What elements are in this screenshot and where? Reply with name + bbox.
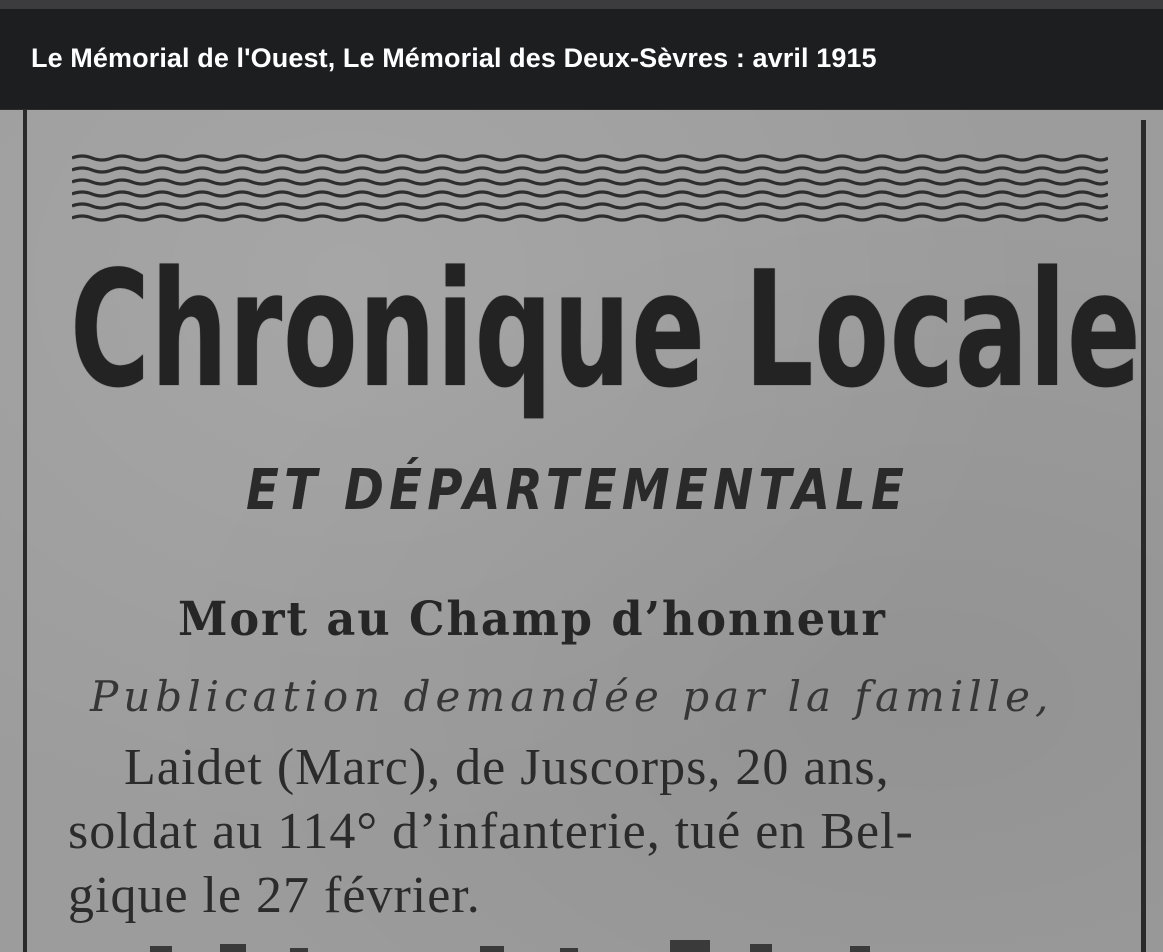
- column-rule-left: [23, 110, 27, 952]
- title-bar: [0, 9, 1163, 110]
- window-top-strip: [0, 0, 1163, 9]
- document-title: Le Mémorial de l'Ouest, Le Mémorial des Deux-Sèvres : avril 1915: [31, 43, 877, 73]
- headline: Chronique Locale: [70, 236, 1142, 423]
- cropped-next-line-fragment: [150, 940, 1050, 952]
- subheadline: ET DÉPARTEMENTALE: [246, 458, 910, 523]
- ornamental-wavy-rule: [72, 150, 1108, 230]
- newspaper-scan[interactable]: [0, 110, 1163, 952]
- article-line: gique le 27 février.: [68, 867, 481, 924]
- publication-note: Publication demandée par la famille,: [90, 672, 1054, 721]
- column-rule-right: [1141, 120, 1146, 952]
- section-title: Mort au Champ d’honneur: [178, 592, 887, 647]
- article-line: soldat au 114° d’infanterie, tué en Bel-: [68, 803, 914, 860]
- article-line: Laidet (Marc), de Juscorps, 20 ans,: [124, 739, 890, 796]
